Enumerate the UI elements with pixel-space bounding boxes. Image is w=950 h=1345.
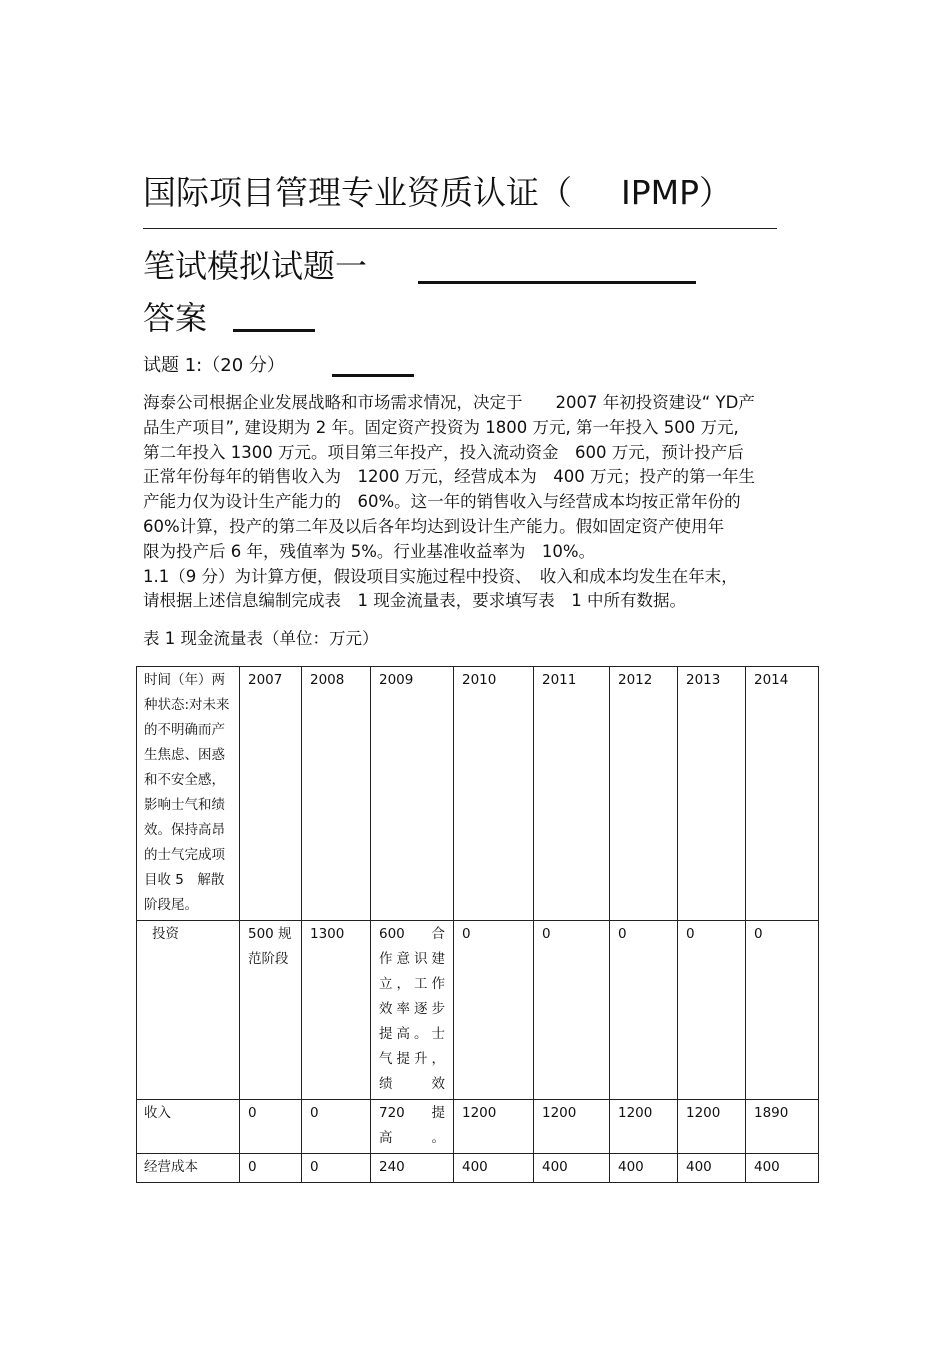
paragraph-line: 60%计算，投产的第二年及以后各年均达到设计生产能力。假如固定资产使用年	[143, 516, 725, 536]
table-cell: 1200	[534, 1100, 610, 1154]
title-code: IPMP）	[621, 173, 733, 212]
paragraph-line: 正常年份每年的销售收入为 1200 万元，经营成本为 400 万元；投产的第一年生	[143, 467, 755, 487]
year-cell: 2011	[534, 667, 610, 921]
row-label: 经营成本	[137, 1154, 240, 1183]
paragraph-line: 第二年投入 1300 万元。项目第三年投产，投入流动资金 600 万元，预计投产后	[143, 442, 744, 462]
year-cell: 2014	[746, 667, 819, 921]
paragraph-line: 产能力仅为设计生产能力的 60%。这一年的销售收入与经营成本均按正常年份的	[143, 492, 741, 512]
header-label-cell: 时间（年）两种状态:对未来的不明确而产生焦虑、困惑和不安全感，影响士气和绩效。保持高昂的士气完成项目收 5 解散阶段尾。	[137, 667, 240, 921]
cash-flow-table	[136, 666, 819, 1183]
subtitle-line1: 笔试模拟试题一	[143, 247, 368, 285]
year-cell: 2010	[454, 667, 534, 921]
table-cell: 1200	[610, 1100, 678, 1154]
paragraph-line: 海泰公司根据企业发展战略和市场需求情况，决定于 2007 年初投资建设“ YD产	[143, 393, 755, 412]
question-paragraph	[143, 391, 818, 614]
table-cell: 0	[302, 1100, 371, 1154]
year-cell: 2009	[371, 667, 454, 921]
table-cell: 0	[240, 1154, 302, 1183]
table-cell: 1300	[302, 921, 371, 1100]
subtitle-line2: 答案	[143, 299, 208, 337]
paragraph-line: 请根据上述信息编制完成表 1 现金流量表，要求填写表 1 中所有数据。	[143, 591, 686, 611]
table-cell: 0	[610, 921, 678, 1100]
table-row-investment	[137, 921, 819, 1100]
subtitle-underline	[418, 281, 696, 284]
paragraph-line: 品生产项目”, 建设期为 2 年。固定资产投资为 1800 万元, 第一年投入 500 万元,	[143, 417, 739, 437]
year-cell: 2008	[302, 667, 371, 921]
table-cell: 0	[746, 921, 819, 1100]
table-cell: 0	[302, 1154, 371, 1183]
table-row-revenue	[137, 1100, 819, 1154]
table-cell: 400	[610, 1154, 678, 1183]
table-cell: 500 规范阶段	[240, 921, 302, 1100]
table-cell: 240	[371, 1154, 454, 1183]
year-cell: 2013	[678, 667, 746, 921]
table-cell: 400	[454, 1154, 534, 1183]
table-header-row	[137, 667, 819, 921]
table-cell: 0	[534, 921, 610, 1100]
table-cell: 1200	[454, 1100, 534, 1154]
year-cell: 2012	[610, 667, 678, 921]
paragraph-line: 限为投产后 6 年，残值率为 5%。行业基准收益率为 10%。	[143, 541, 596, 561]
paragraph-line: 1.1（9 分）为计算方便，假设项目实施过程中投资、 收入和成本均发生在年末，	[143, 566, 738, 586]
table-caption: 表 1 现金流量表（单位：万元）	[143, 629, 379, 648]
table-cell: 0	[678, 921, 746, 1100]
document-title	[143, 170, 783, 216]
title-rule	[143, 228, 777, 229]
table-row-operating-cost	[137, 1154, 819, 1183]
row-label: 投资	[137, 921, 240, 1100]
table-cell: 400	[534, 1154, 610, 1183]
table-cell: 0	[240, 1100, 302, 1154]
table-cell: 720 提高。	[371, 1100, 454, 1154]
table-cell: 400	[678, 1154, 746, 1183]
year-cell: 2007	[240, 667, 302, 921]
table-cell: 0	[454, 921, 534, 1100]
table-cell: 1200	[678, 1100, 746, 1154]
table-cell: 600 合作意识建立，工作效率逐步提高。士气提升，绩效	[371, 921, 454, 1100]
question-underline	[332, 374, 414, 377]
answer-underline	[233, 329, 315, 332]
question-heading: 试题 1:（20 分）	[143, 355, 285, 376]
row-label: 收入	[137, 1100, 240, 1154]
table-cell: 400	[746, 1154, 819, 1183]
table-cell: 1890	[746, 1100, 819, 1154]
title-main: 国际项目管理专业资质认证（	[143, 173, 572, 212]
